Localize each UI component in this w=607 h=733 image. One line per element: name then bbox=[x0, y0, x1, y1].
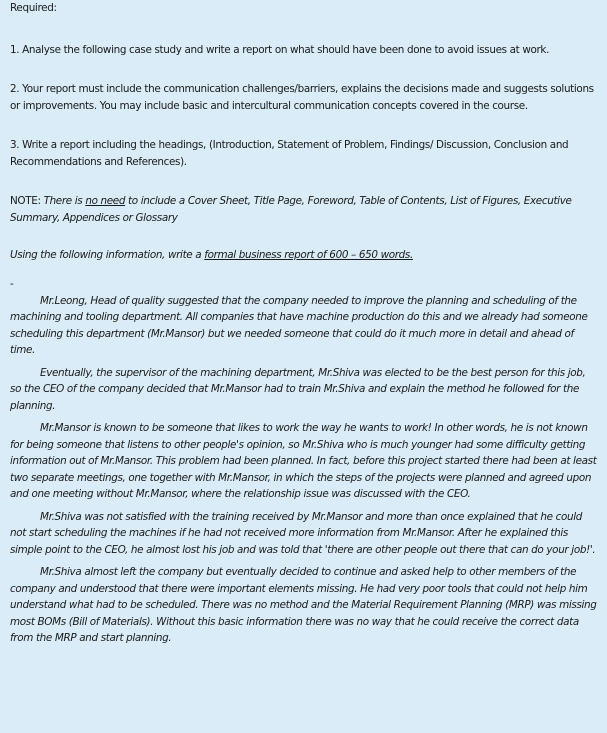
note-paragraph bbox=[10, 193, 597, 226]
case-paragraph-2: Eventually, the supervisor of the machining department, Mr.Shiva was elected to be the best person for this job, so the CEO of the company decided that Mr.Mansor had to train Mr.Shiva and explain the method he followed for the planning. bbox=[10, 366, 586, 412]
requirement-item-3: 3. Write a report including the headings, (Introduction, Statement of Problem, Findings/ Discussion, Conclusion and Recommendations and References). bbox=[10, 139, 569, 168]
note-lead: NOTE: bbox=[10, 195, 44, 207]
note-text-2: to include a Cover Sheet, Title Page, Foreword, Table of Contents, List of Figures, Executive Summary, Appendices or Glossary bbox=[10, 195, 572, 224]
note-underlined: no need bbox=[85, 195, 126, 207]
dash-separator: - bbox=[10, 277, 14, 290]
note-text-1: There is bbox=[43, 195, 86, 207]
requirement-item-2: 2. Your report must include the communication challenges/barriers, explains the decisions made and suggests solutions or improvements. You may include basic and intercultural communication concepts covered in the course. bbox=[10, 83, 594, 112]
case-paragraph-1: Mr.Leong, Head of quality suggested that the company needed to improve the planning and scheduling of the machining and tooling department. All companies that have machine production do this and we already had someone scheduling this department (Mr.Mansor) but we needed someone that could do it much more in detail and ahead of time. bbox=[10, 294, 588, 356]
case-paragraph-3: Mr.Mansor is known to be someone that likes to work the way he wants to work! In other words, he is not known for being someone that listens to other people's opinion, so Mr.Shiva who is much younger had some difficulty getting information out of Mr.Mansor. This problem had been planned. In fact, before this project started there had been at least two separate meetings, one together with Mr.Mansor, in which the steps of the projects were planned and agreed upon and one meeting without Mr.Mansor, where the relationship issue was discussed with the CEO. bbox=[10, 422, 597, 500]
case-paragraph-5: Mr.Shiva almost left the company but eventually decided to continue and asked help to other members of the company and understood that there were important elements missing. He had very poor tools that could not help him understand what had to be scheduled. There was no method and the Material Requirement Planning (MRP) was missing most BOMs (Bill of Materials). Without this basic information there was no way that he could receive the correct data from the MRP and start planning. bbox=[10, 566, 597, 644]
case-paragraph-4: Mr.Shiva was not satisfied with the training received by Mr.Mansor and more than once explained that he could not start scheduling the machines if he had not received more information from Mr.Mansor. After he explained this simple point to the CEO, he almost lost his job and was told that 'there are other people out there that can do your job!'. bbox=[10, 510, 596, 556]
required-label: Required: bbox=[10, 2, 57, 14]
intro-text: Using the following information, write a bbox=[10, 249, 205, 261]
intro-instruction bbox=[10, 247, 597, 264]
requirement-item-1: 1. Analyse the following case study and write a report on what should have been done to avoid issues at work. bbox=[10, 43, 550, 56]
intro-underlined: formal business report of 600 – 650 words. bbox=[204, 249, 413, 261]
